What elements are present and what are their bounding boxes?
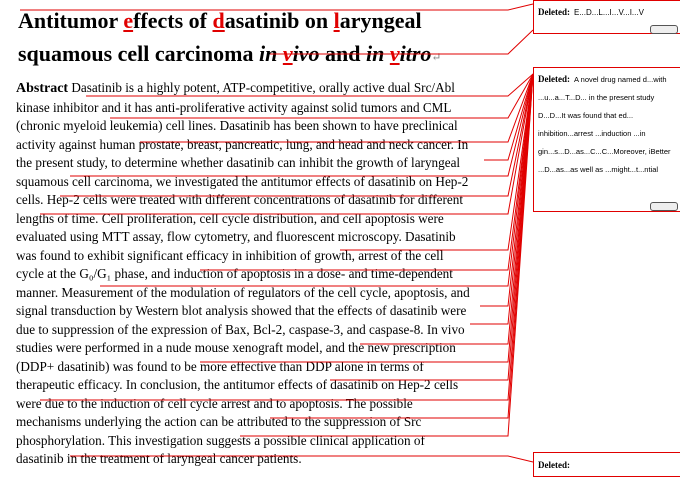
abstract-line: lengths of time. Cell proliferation, cell cycle distribution, and cell apoptosis were bbox=[16, 210, 444, 226]
abstract-body bbox=[16, 79, 504, 469]
abstract-line: phosphorylation. This investigation suggests a possible clinical application of bbox=[16, 432, 425, 448]
comment-balloon[interactable] bbox=[533, 0, 680, 34]
balloon-header: Deleted: bbox=[538, 7, 570, 17]
abstract-line: cycle at the G₀/G₁ phase, and induction of apoptosis in a dose- and time-dependent bbox=[16, 266, 453, 281]
balloon-text: A novel drug named d...with ...u...a...T...D... in the present study D...D...It was found that ed... inhibition...arrest ...induction ...in gin...s...D...as...C...C...Moreover, iBetter ...D...as...as well as ...might...t...ntial bbox=[538, 75, 671, 174]
abstract-line: kinase inhibitor and it has anti-proliferative activity against solid tumors and CML bbox=[16, 99, 452, 115]
insert-mark: v bbox=[389, 41, 400, 66]
abstract-line: studies were performed in a nude mouse xenograft model, and the new prescription bbox=[16, 340, 456, 355]
abstract-line: signal transduction by Western blot analysis showed that the effects of dasatinib were bbox=[16, 303, 467, 318]
abstract-line: (chronic myeloid leukemia) cell lines. Dasatinib has been shown to have preclinical bbox=[16, 118, 458, 133]
title-line-1: Antitumor effects of dasatinib on laryngeal bbox=[18, 8, 422, 33]
abstract-line: squamous cell carcinoma, we investigated the antitumor effects of dasatinib on Hep-2 bbox=[16, 173, 469, 189]
abstract-line: mechanisms underlying the action can be attributed to the suppression of Src bbox=[16, 414, 422, 429]
title-line-2: squamous cell carcinoma in vivo and in vitro↵ bbox=[18, 41, 442, 66]
balloon-expand-button[interactable] bbox=[650, 202, 678, 211]
abstract-line: (DDP+ dasatinib) was found to be more effective than DDP alone in terms of bbox=[16, 358, 424, 374]
insert-mark: v bbox=[282, 41, 293, 66]
abstract-line: due to suppression of the expression of Bax, Bcl-2, caspase-3, and caspase-8. In vivo bbox=[16, 321, 465, 337]
insert-mark: d bbox=[212, 8, 225, 33]
comment-balloon[interactable] bbox=[533, 452, 680, 477]
comment-balloon[interactable] bbox=[533, 67, 680, 212]
abstract-line: cells. Hep-2 cells were treated with different concentrations of dasatinib for different bbox=[16, 192, 463, 207]
insert-mark: e bbox=[123, 8, 134, 33]
balloon-text: E...D...L...I...V...I...V bbox=[573, 8, 644, 17]
abstract-line: activity against human prostate, breast, pancreatic, lung, and head and neck cancer. In bbox=[16, 136, 469, 152]
document-title bbox=[18, 4, 508, 74]
abstract-label: Abstract bbox=[16, 81, 69, 96]
balloon-header: Deleted: bbox=[538, 74, 570, 84]
abstract-line: Abstract Dasatinib is a highly potent, ATP-competitive, orally active dual Src/Abl bbox=[16, 80, 455, 96]
abstract-line: were due to the induction of cell cycle arrest and to apoptosis. The possible bbox=[16, 395, 413, 411]
abstract-line: dasatinib in the treatment of laryngeal cancer patients. bbox=[16, 451, 302, 466]
abstract-line: was found to exhibit significant efficacy in inhibition of growth, arrest of the cell bbox=[16, 247, 444, 263]
abstract-line: therapeutic efficacy. In conclusion, the antitumor effects of dasatinib on Hep-2 cells bbox=[16, 377, 459, 392]
abstract-line: evaluated using MTT assay, flow cytometry, and fluorescent microscopy. Dasatinib bbox=[16, 229, 456, 244]
abstract-line: the present study, to determine whether dasatinib can inhibit the growth of laryngeal bbox=[16, 155, 461, 170]
abstract-line: manner. Measurement of the modulation of regulators of the cell cycle, apoptosis, and bbox=[16, 284, 470, 300]
balloon-expand-button[interactable] bbox=[650, 25, 678, 34]
insert-mark: l bbox=[333, 8, 340, 33]
balloon-header: Deleted: bbox=[538, 460, 570, 470]
